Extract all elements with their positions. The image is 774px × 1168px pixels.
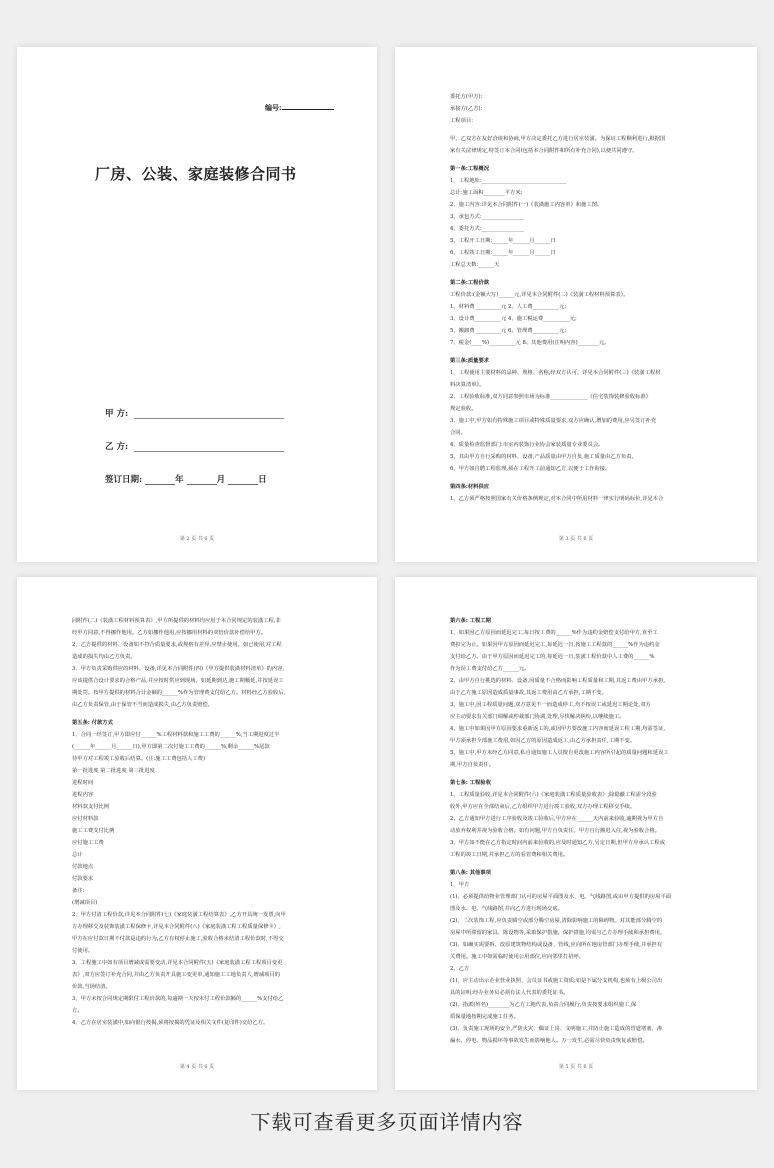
- contract-page-2: [17, 47, 377, 562]
- text-line: 5、其由甲方自行采购的材料、设备,产品质量由甲方自负,施工质量由乙方负责。: [450, 454, 637, 460]
- text-line: 质保量地按期完成施工任务。: [450, 1014, 519, 1020]
- party-b-label: 乙 方:: [105, 442, 129, 452]
- section-heading: 第八条: 其他事项: [450, 870, 491, 876]
- text-line: 4、乙方在居室装潢中,如向银行按揭,须将按揭的凭证及相关文件(复印件)交给乙方。: [72, 1020, 269, 1026]
- month-label: 月: [216, 475, 226, 485]
- text-line: 付款地点: [72, 864, 94, 870]
- text-line: 4、施工中如果因甲方原因要求重新返工的,或因甲方要改施工内容而延误工程工期,均需签证,: [450, 726, 666, 732]
- text-line: 1、工程使用主要材料的品种、规格、名称,经双方认可。详见本合同附件(三)《装潢工程材: [450, 370, 661, 376]
- text-line: 进程时间: [72, 780, 94, 786]
- text-line: (1)、必须提供给物业管理部门认可的房屋平面图及水、电、气线路图,或由甲方提供的房屋平面: [450, 894, 672, 900]
- text-line: 3、承包方式:________________: [450, 214, 525, 220]
- text-line: 2、乙方提供的材料、设备如不符合质量要求,或规格有差异,应禁止使用。如已使用,对工程: [72, 642, 282, 648]
- text-line: 1、甲方: [450, 882, 470, 888]
- text-line: 5、施工中,甲方未经乙方同意,私自通知施工人员擅自更改施工内容所引起的质量问题和延误工: [450, 750, 669, 756]
- sign-date-label: 签订日期:: [105, 475, 143, 485]
- section-heading: 第二条:工程价款: [450, 280, 490, 286]
- contract-number-label: 编号:: [265, 103, 282, 112]
- page-number: 第 4 页 共 6 页: [179, 1064, 215, 1070]
- party-a-label: 甲 方:: [105, 409, 129, 419]
- text-line: 7、税金(____%)__________元 8、其他费用(注明内容)________元。: [450, 340, 610, 346]
- contract-title: 厂房、公装、家庭装修合同书: [95, 165, 297, 183]
- text-line: 5、工程开工日期:______年______月______日: [450, 238, 556, 244]
- text-line: 3、施工中,甲方如有特殊施工项目或特殊质量要求,双方应确认,增加的费用,应另签订补充: [450, 418, 657, 424]
- text-line: 进程内容: [72, 792, 94, 798]
- section-heading: 第七条: 工程验收: [450, 780, 491, 786]
- text-line: 合同。: [450, 430, 466, 436]
- party-b-blank: [134, 451, 284, 452]
- text-line: (3)、如确实需要拆、改原建筑物结构或设备、管线,应向所在地房管部门办理手续,并承担有: [450, 942, 663, 948]
- section-heading: 第四条:材料供应: [450, 484, 490, 490]
- contract-number-field: [265, 103, 334, 113]
- text-line: 承接方(乙方):: [450, 106, 483, 112]
- page-number: 第 5 页 共 6 页: [558, 1064, 594, 1070]
- text-line: 收外,甲方应在全部结束后,乙方组织甲方进行竣工验收,双方办理工程移交手续。: [450, 804, 636, 810]
- text-line: 付使用。: [72, 948, 94, 954]
- text-line: 1、材料费__________元 2、人工费__________元;: [450, 304, 567, 310]
- text-line: 应主动要求有关部门调解或仲裁部门协调,处理,尽快解决纠纷,以继续施工。: [450, 714, 625, 720]
- text-line: 待甲方对工程竣工验收后结算。(注:施工工费包括人工费): [72, 756, 206, 762]
- text-line: 6、甲方如自聘工程监理,须在工程开工前通知乙方,以便于工作衔接。: [450, 466, 611, 472]
- text-line: 作为误工费支付给乙方______元。: [450, 666, 530, 672]
- text-line: 付款要求: [72, 876, 94, 882]
- text-line: 3、甲方负责采购供应的材料、设备,详见本合同附件(四)《甲方提供装潢材料清单》的内容,: [72, 666, 285, 672]
- text-line: 材料款支付比例: [72, 804, 110, 810]
- text-line: 1、合同一经签订,甲方即应付______%工程材料款和施工工费的______%,当工期进度过半: [72, 732, 280, 738]
- text-line: 委托方(甲方):: [450, 94, 483, 100]
- page-3-body: [450, 91, 702, 505]
- contract-number-blank: [282, 109, 334, 110]
- text-line: 方办理移交及装饰装潢工程保修卡,详见本合同附件(八)《家庭装潢工程工程质量保修卡》,: [72, 924, 281, 930]
- text-line: 漏水、停电、物品损坏等事故发生而影响他人。万一发生,必需尽快负责恢复或赔偿。: [450, 1038, 648, 1044]
- page-5-body: [450, 615, 702, 1047]
- text-line: 工程的竣工日期,并承担乙方的看管费和相关费用。: [450, 852, 569, 858]
- text-line: 关费用。施工中如需临时使用公用部位,应向邻里打招呼。: [450, 954, 585, 960]
- text-line: 2、乙方: [450, 966, 470, 972]
- text-line: 4、委托方式:________________: [450, 226, 525, 232]
- text-line: 总计:施工面积________平方米;: [450, 190, 523, 196]
- text-line: 表》,双方应签订补充合同,并由乙方负责开具施工变更单,通知施工工地负责人,增减项目的: [72, 972, 281, 978]
- text-line: 工程总天数:______天: [450, 262, 500, 268]
- text-line: 第一批进度 第二批进度 第三批进度: [72, 768, 155, 774]
- text-line: (2)、二次装饰工程,应负责腾空或部分腾空房屋,清除影响施工的障碍物。对其能部分腾空的: [450, 918, 663, 924]
- text-line: 2、乙方通知甲方进行工序验收及竣工验收后,甲方应在______天内前来验收,逾期视为甲方自: [450, 816, 664, 822]
- text-line: 3、施工中,因工程质量问题,双方意见不一而造成停工,均不按误工或延迟工期论处,双方: [450, 702, 651, 708]
- text-line: 由乙方负责保管,由于保管不当而造成损失,由乙方负责赔偿。: [72, 702, 214, 708]
- text-line: 2、施工内容:详见本合同附件(一)《装潢施工内容单》和施工图。: [450, 202, 603, 208]
- text-line: 1、工程质量验收,详见本合同附件(六)《家庭装潢工程质量验收表》,除隐蔽工程需分段验: [450, 792, 657, 798]
- text-line: 5、搬卸费__________元 6、管理费__________元;: [450, 328, 567, 334]
- text-line: 工程项目:: [450, 118, 473, 124]
- text-line: 应付材料款: [72, 816, 99, 822]
- day-label: 日: [258, 475, 267, 485]
- contract-page-5: [395, 577, 757, 1090]
- text-line: 价款,当场结清。: [72, 984, 111, 990]
- text-line: 2、甲方付清工程价款,详见本合同附件(七)《家庭装潢工程结算表》,乙方开具统一发票,向甲: [72, 912, 286, 918]
- text-line: 6、工程竣工日期:______年______月______日: [450, 250, 556, 256]
- text-line: 1、如果因乙方原因而延迟完工,每日按工费的______%作为违约金赔偿支付给甲方,直至工: [450, 630, 658, 636]
- text-line: (______年______月______日),甲方即第二次付施工工费的______%,剩余______%尾款: [72, 744, 270, 750]
- text-line: 方。: [72, 1008, 83, 1014]
- text-line: 甲方在应付款日期不付款是违约行为,乙方有权停止施工,验收合格未结清工程价款时,不得交: [72, 936, 284, 942]
- party-a-blank: [134, 418, 284, 419]
- page-number: 第 2 页 共 6 页: [179, 536, 215, 542]
- section-heading: 第六条: 工程工期: [450, 618, 491, 624]
- text-line: 造成的损失均由乙方负责。: [72, 654, 136, 660]
- year-label: 年: [175, 475, 184, 485]
- text-line: 甲、乙双方在友好洽谈和协商,甲方决定委托乙方进行居室装潢。为保证工程顺利进行,根据国: [450, 136, 666, 142]
- party-b-field: [105, 440, 284, 452]
- text-line: 动放弃权利并视为验收合格。如有问题,甲方自负责任。甲方自行搬进入住,视为验收合格。: [450, 828, 660, 834]
- text-line: (2)、指派(姓名)________为乙方工地代表,负责合同履行,负责按要求组织施工,保: [450, 1002, 637, 1008]
- text-line: 1、乙方须严格按照国家有关价格条例规定,对本合同中所用材料一律实行明码标价,详见本合: [450, 496, 664, 502]
- text-line: 3、工程施工中如有项目增减或需要变动,详见本合同附件(五)《家庭装潢工程工程项目变更: [72, 960, 283, 966]
- text-line: 2、由甲方自行挑选的材料、设备,因质量不合格而影响工程质量和工期,其返工费由甲方承担,: [450, 678, 666, 684]
- text-line: 规定验收。: [450, 406, 477, 412]
- text-line: 具的证明;经办业务员必须有法人代表的委托证书。: [450, 990, 569, 996]
- text-line: 期,甲方自负责任。: [450, 762, 495, 768]
- contract-page-4: [17, 577, 377, 1090]
- text-line: (增减项目): [72, 900, 98, 906]
- sign-date-field: [105, 473, 267, 485]
- page-number: 第 3 页 共 6 页: [558, 536, 594, 542]
- text-line: 4、质量检查监督部门:市室内装饰行业协会家装质量专业委员会。: [450, 442, 604, 448]
- text-line: 备注:: [72, 888, 85, 894]
- text-line: (1)、应主动出示企业营业执照、会员证书或施工资质;如是下属分支机构,也须有上级公司出: [450, 978, 663, 984]
- party-a-field: [105, 407, 284, 419]
- text-line: 3、设计费__________元 4、施工税运费__________元;: [450, 316, 577, 322]
- text-line: 经甲方同意,不得挪作他用。乙方如挪作他用,应按挪用材料的双倍价款补偿给甲方。: [72, 630, 267, 636]
- page-4-body: [72, 615, 322, 1029]
- text-line: 总计: [72, 852, 83, 858]
- contract-page-3: [395, 47, 757, 562]
- text-line: 1、工程地址:________________________________: [450, 178, 567, 184]
- text-line: 期处罚。按甲方提供的材料合计金额的______%作为管理费支付给乙方。材料经乙方验收后,: [72, 690, 286, 696]
- text-line: 施工工费支付比例: [72, 828, 115, 834]
- text-line: 应付施工工费: [72, 840, 104, 846]
- text-line: 料决算清单》。: [450, 382, 485, 388]
- section-heading: 第三条:质量要求: [450, 358, 490, 364]
- text-line: 支付给乙方。由于甲方原因而延迟完工的,每延迟一日,装潢工程价款中人工费的______%: [450, 654, 655, 660]
- text-line: 应该提供合设计要求的合格产品,并应按时供应到现场。如延期到达,施工期顺延,并按延误工: [72, 678, 284, 684]
- text-line: 甲方须承担全部施工费用,如因乙方的原因造成返工,由乙方承担责任,工期不变。: [450, 738, 636, 744]
- text-line: 图及水、电、气线路图,并向乙方进行现场交底。: [450, 906, 563, 912]
- text-line: 3、甲方未按合同规定期限付工程价款的,每逾期一天按未付工程价款额的______%支付给乙: [72, 996, 284, 1002]
- text-line: 家有关法律规定,特签订本合同(包括本合同附件和所有补充合同),以便共同遵守。: [450, 148, 638, 154]
- text-line: 由于乙方施工原因造成质量事故,其返工费用由乙方承担,工期不变。: [450, 690, 607, 696]
- text-line: 工程价款:(金额大写)______元,详见本合同附件(二)《装潢工程材料预算表》。: [450, 292, 629, 298]
- text-line: 费扣完为止。如果因甲方原因而延迟完工,每延迟一日,按施工工程款的______%作为违约金: [450, 642, 660, 648]
- section-heading: 第五条: 付款方式: [72, 720, 113, 726]
- text-line: 3、甲方如不能在乙方指定时间内前来验收的,应及时通知乙方,另定日期,但甲方应承认工程或: [450, 840, 666, 846]
- section-heading: 第一条:工程概况: [450, 166, 490, 172]
- download-more-caption: 下载可查看更多页面详情内容: [250, 1110, 524, 1134]
- text-line: 房屋中所滞留的家具、陈设物等,采取保护措施。保护措施,均需与乙方办理手续和承担费用。: [450, 930, 666, 936]
- text-line: 2、工程验收标准,双方同意参照市场为标准______________《住宅装饰装修验收标准》: [450, 394, 652, 400]
- text-line: 同附件(二)《装潢工程材料预算表》,甲方所提供的材料均应用于本合同规定的装潢工程,非: [72, 618, 281, 624]
- text-line: (3)、负责施工现场的安全,严防火灾、偶证上岗、文明施工,并防止施工造成的管道堵塞、渗: [450, 1026, 663, 1032]
